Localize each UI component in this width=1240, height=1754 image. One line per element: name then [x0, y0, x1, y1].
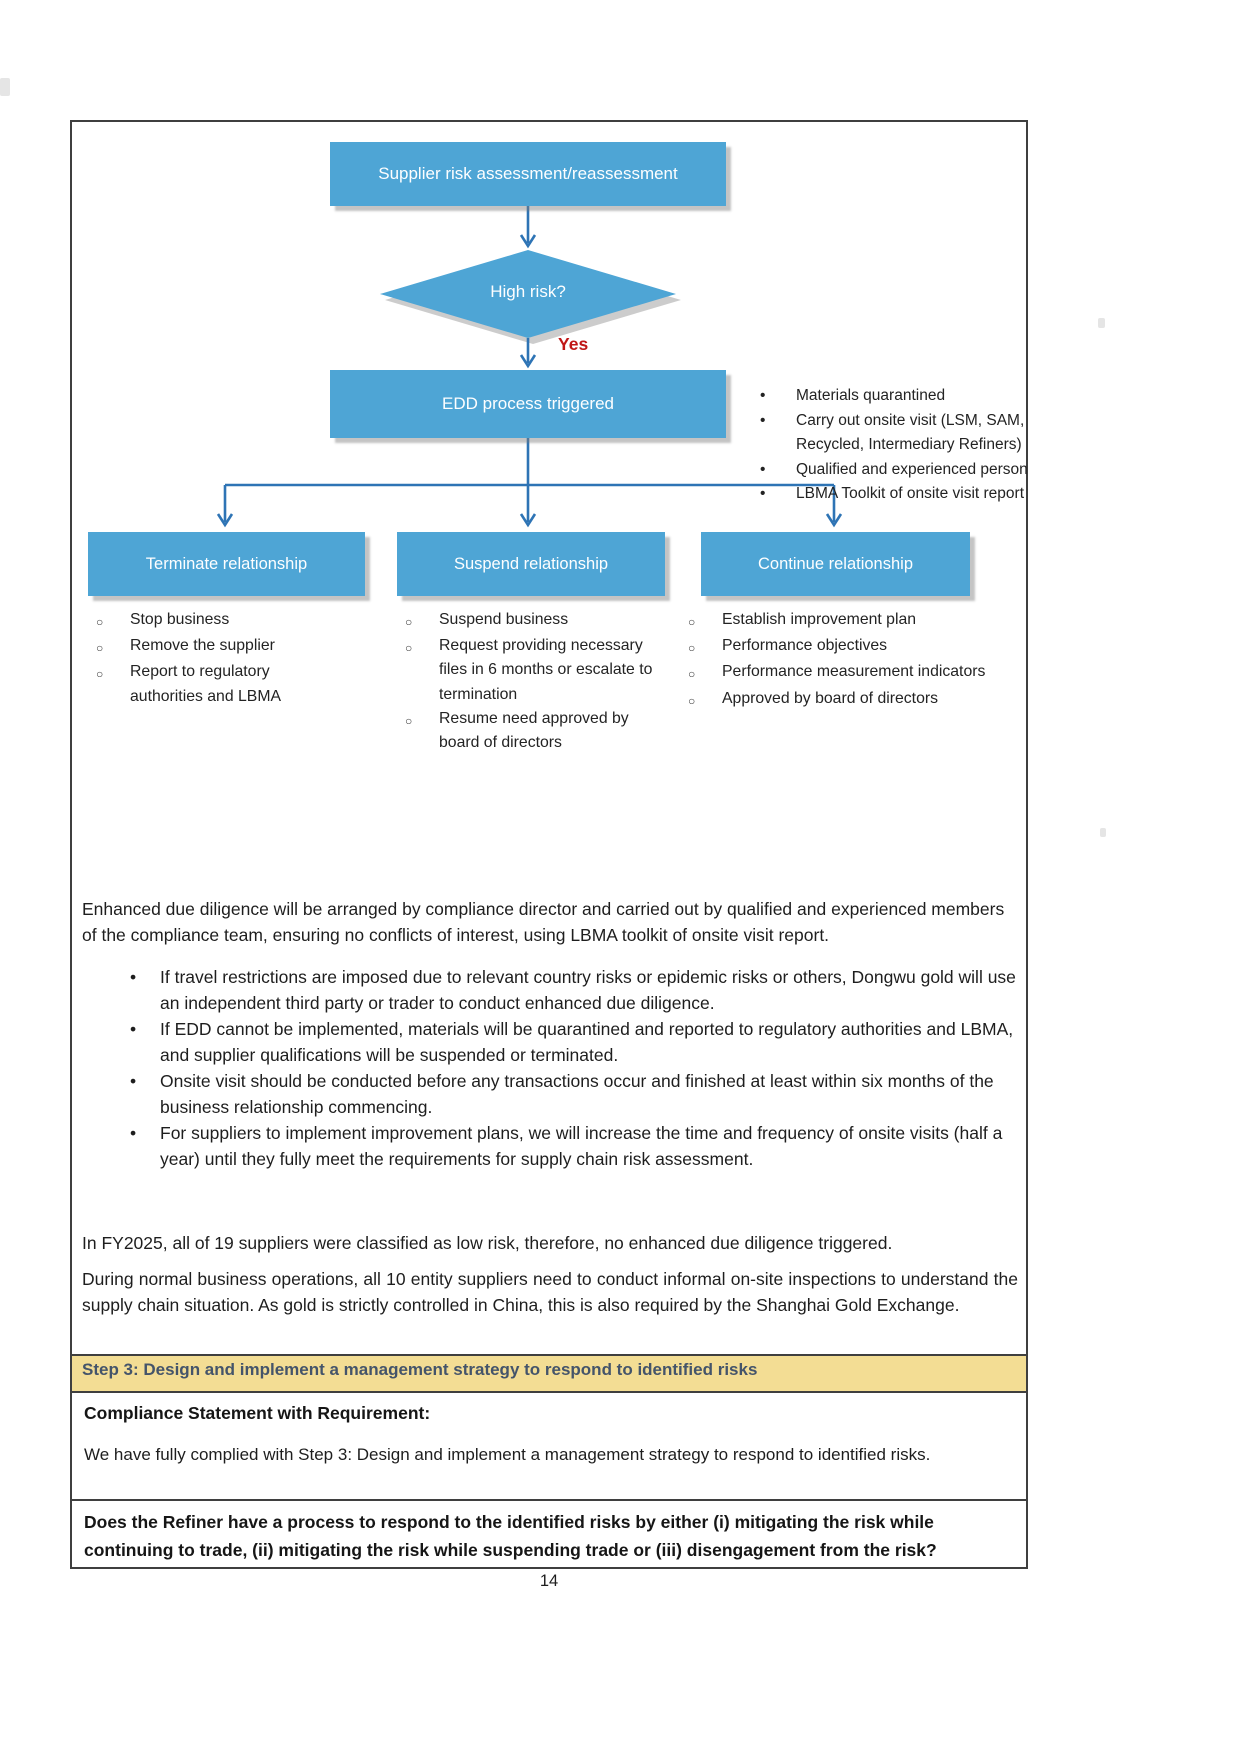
terminate-list [96, 608, 344, 709]
circle-bullet-icon: ○ [96, 667, 104, 682]
list-item: • For suppliers to implement improvement plans, we will increase the time and frequency of onsite visits (half a year) until they fully meet the requirements for supply chain risk assessment. [118, 1120, 1020, 1172]
bullet-icon: • [130, 1071, 137, 1091]
compliance-table [70, 120, 1028, 1569]
paragraph-edd-arrangement: Enhanced due diligence will be arranged by compliance director and carried out by qualified and experienced members of the compliance team, ensuring no conflicts of interest, using LBMA toolkit of onsite visit report. [82, 899, 1005, 945]
circle-bullet-icon: ○ [688, 667, 696, 682]
circle-bullet-icon: ○ [688, 615, 696, 629]
list-item: • Qualified and experienced person [760, 458, 1038, 483]
scan-artifact [0, 78, 10, 96]
list-item: ○ Request providing necessary files in 6 months or escalate to termination [405, 634, 663, 707]
list-item: ○ Stop business [96, 608, 344, 634]
circle-bullet-icon: ○ [96, 615, 104, 629]
page-number: 14 [539, 1572, 559, 1590]
bullet-icon: • [760, 411, 766, 429]
scan-artifact [1098, 318, 1105, 328]
paragraph-fy2025: In FY2025, all of 19 suppliers were classified as low risk, therefore, no enhanced due diligence triggered. [82, 1233, 893, 1253]
bullet-icon: • [130, 1123, 137, 1143]
circle-bullet-icon: ○ [688, 693, 696, 708]
compliance-statement-cell [72, 1391, 1026, 1499]
list-item: • LBMA Toolkit of onsite visit report [760, 482, 1038, 507]
suspend-list [405, 608, 663, 755]
list-item: • Materials quarantined [760, 384, 1038, 409]
node-label: Suspend relationship [453, 554, 609, 573]
bullet-icon: • [760, 387, 766, 404]
node-continue-relationship [701, 532, 970, 596]
list-item: ○ Performance objectives [688, 634, 1010, 660]
node-supplier-risk-assessment [330, 142, 726, 206]
list-item: ○ Approved by board of directors [688, 687, 1010, 713]
scan-artifact [1100, 828, 1106, 837]
list-item: ○ Performance measurement indicators [688, 660, 1010, 686]
node-terminate-relationship [88, 532, 365, 596]
edd-bullet-list [760, 384, 1038, 507]
refiner-question-cell: Does the Refiner have a process to respond to the identified risks by either (i) mitigating the risk while continuing to trade, (ii) mitigating the risk while suspending trade or (iii) disengagement from the risk? [72, 1499, 1026, 1567]
circle-bullet-icon: ○ [405, 641, 413, 656]
list-item: ○ Resume need approved by board of directors [405, 707, 663, 755]
yes-label: Yes [558, 334, 589, 354]
node-label: EDD process triggered [442, 394, 614, 413]
compliance-statement-heading: Compliance Statement with Requirement: [84, 1403, 431, 1423]
node-high-risk-label: High risk? [490, 282, 566, 301]
list-item: • Onsite visit should be conducted before any transactions occur and finished at least within six months of the business relationship commencing. [118, 1068, 1020, 1120]
list-item: ○ Establish improvement plan [688, 608, 1010, 634]
circle-bullet-icon: ○ [688, 641, 696, 656]
paragraph-normal-operations: During normal business operations, all 10 entity suppliers need to conduct informal on-site inspections to understand the supply chain situation. As gold is strictly controlled in China, this is also required by the Shanghai Gold Exchange. [82, 1269, 1018, 1315]
bullet-icon: • [130, 1019, 137, 1039]
node-label: Supplier risk assessment/reassessment [378, 164, 678, 183]
circle-bullet-icon: ○ [405, 713, 413, 728]
node-label: Continue relationship [757, 554, 914, 573]
list-item: ○ Suspend business [405, 608, 663, 634]
edd-policy-bullet-list [118, 964, 1020, 1172]
node-suspend-relationship [397, 532, 665, 596]
circle-bullet-icon: ○ [96, 641, 104, 656]
list-item: ○ Report to regulatory authorities and LBMA [96, 660, 344, 708]
circle-bullet-icon: ○ [405, 615, 413, 629]
node-edd-process [330, 370, 726, 438]
flowchart-section [72, 122, 1026, 1354]
bullet-icon: • [760, 460, 766, 478]
bullet-icon: • [130, 967, 137, 987]
list-item: • If EDD cannot be implemented, materials will be quarantined and reported to regulatory authorities and LBMA, and supplier qualifications will be suspended or terminated. [118, 1016, 1020, 1068]
compliance-statement-body: We have fully complied with Step 3: Design and implement a management strategy to respond to identified risks. [84, 1445, 931, 1464]
list-item: • If travel restrictions are imposed due to relevant country risks or epidemic risks or others, Dongwu gold will use an independent third party or trader to conduct enhanced due diligence. [118, 964, 1020, 1016]
step3-header-bar: Step 3: Design and implement a management strategy to respond to identified risks [72, 1354, 1026, 1391]
node-label: Terminate relationship [145, 554, 308, 573]
continue-list [688, 608, 1010, 713]
list-item: ○ Remove the supplier [96, 634, 344, 660]
bullet-icon: • [760, 485, 766, 502]
list-item: • Carry out onsite visit (LSM, SAM, Recycled, Intermediary Refiners) [760, 409, 1038, 458]
